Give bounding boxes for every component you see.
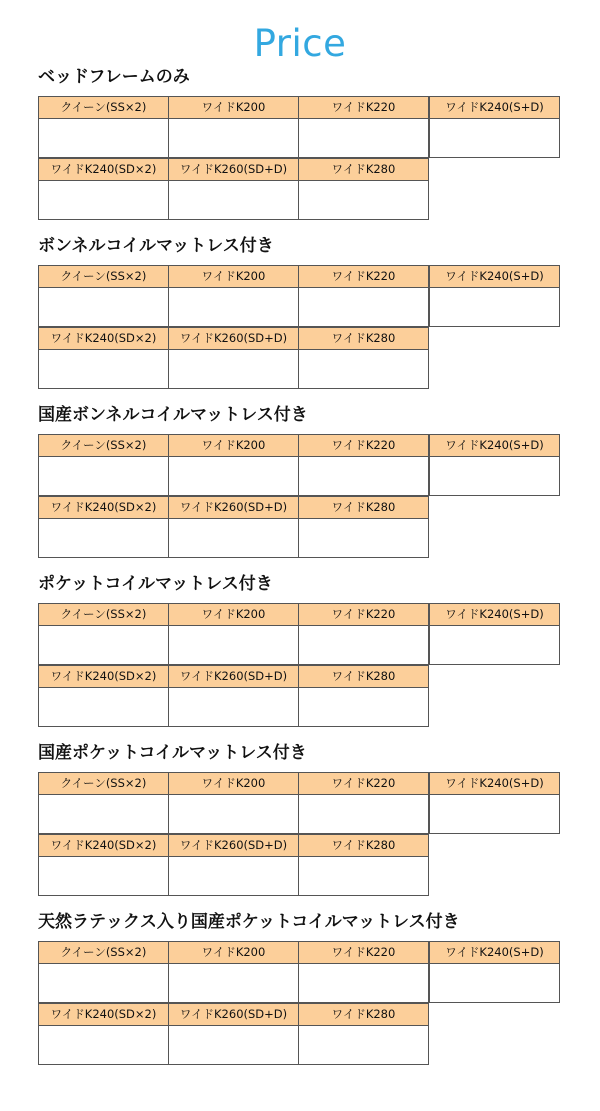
size-header-wide-k240-sd2: ワイドK240(SD×2): [38, 496, 169, 519]
size-header-queen: クイーン(SS×2): [38, 434, 169, 457]
price-section-frame-only: [0, 67, 600, 227]
price-cell-queen: [38, 794, 169, 834]
size-header-wide-k240-s-d: ワイドK240(S+D): [429, 434, 560, 457]
section-heading: 国産ボンネルコイルマットレス付き: [38, 405, 308, 425]
price-section-bonnell-coil: [0, 236, 600, 396]
price-cell-wide-k200: [168, 794, 299, 834]
size-header-queen: クイーン(SS×2): [38, 603, 169, 626]
size-header-wide-k280: ワイドK280: [298, 834, 429, 857]
price-cell-wide-k200: [168, 963, 299, 1003]
size-header-wide-k280: ワイドK280: [298, 496, 429, 519]
price-section-latex-domestic-pocket-coil: [0, 912, 600, 1072]
price-cell-wide-k240-s-d: [429, 625, 560, 665]
price-cell-wide-k280: [298, 518, 429, 558]
size-header-wide-k240-sd2: ワイドK240(SD×2): [38, 1003, 169, 1026]
price-cell-wide-k280: [298, 1025, 429, 1065]
size-header-wide-k240-sd2: ワイドK240(SD×2): [38, 327, 169, 350]
size-header-wide-k200: ワイドK200: [168, 96, 299, 119]
size-header-wide-k220: ワイドK220: [298, 603, 429, 626]
size-header-queen: クイーン(SS×2): [38, 772, 169, 795]
size-header-wide-k220: ワイドK220: [298, 434, 429, 457]
size-header-wide-k260: ワイドK260(SD+D): [168, 834, 299, 857]
price-cell-wide-k240-sd2: [38, 180, 169, 220]
price-cell-wide-k220: [298, 794, 429, 834]
size-header-wide-k280: ワイドK280: [298, 327, 429, 350]
size-header-wide-k240-sd2: ワイドK240(SD×2): [38, 665, 169, 688]
price-cell-wide-k220: [298, 287, 429, 327]
price-cell-wide-k260: [168, 856, 299, 896]
size-header-wide-k240-s-d: ワイドK240(S+D): [429, 603, 560, 626]
size-header-wide-k200: ワイドK200: [168, 603, 299, 626]
price-cell-wide-k280: [298, 856, 429, 896]
size-header-wide-k240-sd2: ワイドK240(SD×2): [38, 158, 169, 181]
section-heading: ポケットコイルマットレス付き: [38, 574, 273, 594]
price-cell-wide-k240-sd2: [38, 349, 169, 389]
price-cell-wide-k280: [298, 349, 429, 389]
size-header-wide-k220: ワイドK220: [298, 772, 429, 795]
section-heading: ベッドフレームのみ: [38, 67, 190, 87]
size-header-wide-k200: ワイドK200: [168, 772, 299, 795]
price-cell-wide-k200: [168, 456, 299, 496]
price-cell-wide-k240-sd2: [38, 687, 169, 727]
size-header-wide-k200: ワイドK200: [168, 434, 299, 457]
price-cell-wide-k220: [298, 118, 429, 158]
price-cell-wide-k200: [168, 287, 299, 327]
price-cell-wide-k240-s-d: [429, 794, 560, 834]
size-header-queen: クイーン(SS×2): [38, 941, 169, 964]
price-cell-wide-k240-s-d: [429, 287, 560, 327]
size-header-wide-k240-s-d: ワイドK240(S+D): [429, 265, 560, 288]
price-cell-wide-k240-sd2: [38, 518, 169, 558]
size-header-wide-k260: ワイドK260(SD+D): [168, 496, 299, 519]
size-header-wide-k280: ワイドK280: [298, 1003, 429, 1026]
price-cell-wide-k260: [168, 1025, 299, 1065]
price-cell-wide-k200: [168, 118, 299, 158]
price-cell-wide-k200: [168, 625, 299, 665]
section-heading: 国産ポケットコイルマットレス付き: [38, 743, 307, 763]
size-header-queen: クイーン(SS×2): [38, 265, 169, 288]
price-cell-wide-k220: [298, 456, 429, 496]
page-title: Price: [253, 22, 347, 65]
size-header-wide-k220: ワイドK220: [298, 96, 429, 119]
size-header-wide-k240-s-d: ワイドK240(S+D): [429, 941, 560, 964]
size-header-wide-k200: ワイドK200: [168, 265, 299, 288]
size-header-wide-k260: ワイドK260(SD+D): [168, 1003, 299, 1026]
price-cell-wide-k240-sd2: [38, 856, 169, 896]
price-cell-queen: [38, 456, 169, 496]
price-cell-queen: [38, 963, 169, 1003]
price-cell-wide-k220: [298, 625, 429, 665]
size-header-wide-k220: ワイドK220: [298, 265, 429, 288]
price-cell-wide-k240-s-d: [429, 456, 560, 496]
size-header-wide-k280: ワイドK280: [298, 665, 429, 688]
price-cell-wide-k260: [168, 180, 299, 220]
price-cell-wide-k280: [298, 687, 429, 727]
size-header-wide-k260: ワイドK260(SD+D): [168, 158, 299, 181]
size-header-wide-k200: ワイドK200: [168, 941, 299, 964]
price-cell-wide-k260: [168, 349, 299, 389]
size-header-wide-k240-s-d: ワイドK240(S+D): [429, 96, 560, 119]
size-header-wide-k240-s-d: ワイドK240(S+D): [429, 772, 560, 795]
size-header-queen: クイーン(SS×2): [38, 96, 169, 119]
price-cell-queen: [38, 625, 169, 665]
price-cell-wide-k260: [168, 687, 299, 727]
price-cell-wide-k240-s-d: [429, 118, 560, 158]
price-section-domestic-bonnell-coil: [0, 405, 600, 565]
size-header-wide-k240-sd2: ワイドK240(SD×2): [38, 834, 169, 857]
size-header-wide-k260: ワイドK260(SD+D): [168, 327, 299, 350]
size-header-wide-k260: ワイドK260(SD+D): [168, 665, 299, 688]
section-heading: ボンネルコイルマットレス付き: [38, 236, 274, 256]
price-section-domestic-pocket-coil: [0, 743, 600, 903]
price-section-pocket-coil: [0, 574, 600, 734]
price-cell-wide-k240-s-d: [429, 963, 560, 1003]
size-header-wide-k280: ワイドK280: [298, 158, 429, 181]
size-header-wide-k220: ワイドK220: [298, 941, 429, 964]
price-cell-wide-k220: [298, 963, 429, 1003]
price-cell-wide-k240-sd2: [38, 1025, 169, 1065]
section-heading: 天然ラテックス入り国産ポケットコイルマットレス付き: [38, 912, 460, 932]
price-cell-queen: [38, 287, 169, 327]
price-cell-wide-k280: [298, 180, 429, 220]
price-cell-wide-k260: [168, 518, 299, 558]
price-cell-queen: [38, 118, 169, 158]
